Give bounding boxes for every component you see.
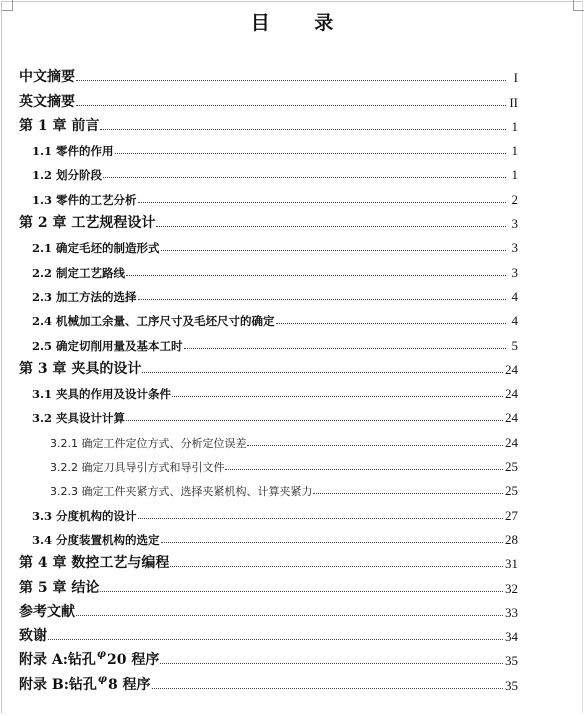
toc-entry-page: 35	[505, 653, 518, 669]
toc-entry[interactable]	[19, 499, 518, 523]
dot-leader	[138, 517, 503, 519]
dot-leader	[172, 395, 503, 397]
toc-entry[interactable]	[19, 597, 518, 621]
toc-entry-page: 3	[511, 216, 518, 232]
toc-entry[interactable]	[19, 111, 518, 135]
toc-entry-page: 25	[505, 483, 518, 499]
toc-entry-label: 第 4 章 数控工艺与编程	[19, 555, 170, 572]
toc-entry-page: 2	[511, 191, 518, 207]
toc-entry-label: 3.2.3 确定工件夹紧方式、选择夹紧机构、计算夹紧力	[50, 485, 313, 499]
toc-entry[interactable]	[19, 524, 518, 548]
dot-leader	[100, 590, 503, 592]
toc-entry-label: 致谢	[19, 628, 47, 645]
toc-entry-page: 24	[505, 361, 518, 377]
dot-leader	[142, 371, 503, 373]
toc-entry-label	[19, 674, 152, 694]
toc-entry-label: 3.4 分度装置机构的选定	[32, 532, 160, 547]
toc-entry-page: 1	[511, 118, 518, 134]
toc-entry[interactable]	[19, 669, 518, 693]
dot-leader	[160, 662, 503, 664]
toc-entry-label: 3.3 分度机构的设计	[32, 508, 137, 523]
toc-entry-page: 3	[511, 240, 518, 256]
toc-entry-label: 参考文献	[19, 603, 75, 620]
toc-entry-page: II	[509, 94, 518, 110]
dot-leader	[76, 614, 503, 616]
toc-entry-label: 2.2 制定工艺路线	[32, 265, 126, 280]
dot-leader	[184, 347, 506, 349]
toc-entry-page: 28	[505, 531, 518, 547]
dot-leader	[76, 79, 506, 81]
dot-leader	[115, 152, 506, 154]
dot-leader	[161, 541, 503, 543]
dot-leader	[103, 176, 506, 178]
toc-entry-label: 3.1 夹具的作用及设计条件	[32, 387, 172, 402]
toc-entry[interactable]	[19, 281, 518, 305]
toc-entry[interactable]	[19, 475, 518, 499]
dot-leader	[152, 687, 503, 689]
dot-leader	[247, 444, 503, 446]
toc-entry-label: 3.2.1 确定工件定位方式、分析定位误差	[50, 436, 247, 450]
toc-entry-page: 3	[511, 264, 518, 280]
diameter-symbol: φ	[97, 673, 107, 685]
toc-entry[interactable]	[19, 548, 518, 572]
appendix-a-prefix: 附录 A:钻孔	[19, 652, 96, 669]
toc-entry[interactable]	[19, 305, 518, 329]
dot-leader	[313, 492, 503, 494]
toc-entry-page: 5	[511, 337, 518, 353]
toc-entry-label: 1.2 划分阶段	[32, 168, 103, 183]
toc-entry[interactable]	[19, 183, 518, 207]
diameter-symbol: φ	[96, 649, 106, 661]
toc-entry[interactable]	[19, 86, 518, 110]
dot-leader	[138, 298, 506, 300]
toc-entry-page: 25	[505, 459, 518, 475]
toc-entry[interactable]	[19, 135, 518, 159]
dot-leader	[170, 565, 503, 567]
toc-entry[interactable]	[19, 621, 518, 645]
toc-entry[interactable]	[19, 354, 518, 378]
dot-leader	[76, 104, 506, 106]
toc-entry[interactable]	[19, 256, 518, 280]
toc-entry-label	[19, 649, 160, 669]
appendix-b-prefix: 附录 B:钻孔	[19, 676, 97, 693]
toc-entry-label: 3.2 夹具设计计算	[32, 411, 126, 426]
toc-entry-page: 4	[511, 313, 518, 329]
dot-leader	[161, 249, 506, 251]
toc-entry[interactable]	[19, 62, 518, 86]
toc-entry-label: 1.3 零件的工艺分析	[32, 192, 137, 207]
dot-leader	[138, 201, 506, 203]
appendix-b-suffix: 8 程序	[107, 676, 151, 693]
dot-leader	[100, 128, 506, 130]
toc-entry-page: 4	[511, 288, 518, 304]
toc-entry-label: 2.3 加工方法的选择	[32, 289, 137, 304]
toc-entry-page: 1	[511, 143, 518, 159]
toc-entry-label: 第 5 章 结论	[19, 579, 100, 596]
dot-leader	[225, 468, 503, 470]
toc-entry[interactable]	[19, 329, 518, 353]
dot-leader	[126, 274, 506, 276]
toc-entry-label: 第 2 章 工艺规程设计	[19, 215, 156, 232]
toc-entry[interactable]	[19, 402, 518, 426]
toc-entry-label: 第 3 章 夹具的设计	[19, 360, 142, 377]
toc-entry-page: 33	[505, 604, 518, 620]
toc-title: 目 录	[250, 12, 336, 34]
toc-entry-page: 24	[505, 434, 518, 450]
toc-entry-label: 英文摘要	[19, 93, 75, 110]
toc-entry[interactable]	[19, 378, 518, 402]
toc-entry-page: 34	[505, 629, 518, 645]
toc-entry-page: I	[513, 70, 518, 86]
toc-entry-page: 35	[505, 677, 518, 693]
toc-entry-label: 3.2.2 确定刀具导引方式和导引文件	[50, 461, 225, 475]
table-of-contents	[19, 62, 518, 694]
toc-entry[interactable]	[19, 451, 518, 475]
dot-leader	[276, 322, 506, 324]
toc-entry-page: 31	[505, 556, 518, 572]
toc-entry-label: 中文摘要	[19, 69, 75, 86]
toc-entry-label: 1.1 零件的作用	[32, 144, 114, 159]
dot-leader	[126, 419, 503, 421]
toc-entry-page: 24	[505, 386, 518, 402]
toc-entry[interactable]	[19, 426, 518, 450]
toc-entry-page: 24	[505, 410, 518, 426]
toc-entry[interactable]	[19, 572, 518, 596]
toc-entry[interactable]	[19, 645, 518, 669]
toc-entry-label: 2.4 机械加工余量、工序尺寸及毛坯尺寸的确定	[32, 314, 275, 329]
toc-entry[interactable]	[19, 208, 518, 232]
toc-entry[interactable]	[19, 159, 518, 183]
toc-entry-page: 32	[505, 580, 518, 596]
toc-entry-label: 2.1 确定毛坯的制造形式	[32, 241, 160, 256]
toc-entry-page: 1	[511, 167, 518, 183]
dot-leader	[48, 638, 503, 640]
toc-entry-page: 27	[505, 507, 518, 523]
toc-entry[interactable]	[19, 232, 518, 256]
toc-entry-label: 第 1 章 前言	[19, 117, 100, 134]
appendix-a-suffix: 20 程序	[106, 652, 160, 669]
toc-entry-label: 2.5 确定切削用量及基本工时	[32, 338, 183, 353]
dot-leader	[156, 225, 506, 227]
